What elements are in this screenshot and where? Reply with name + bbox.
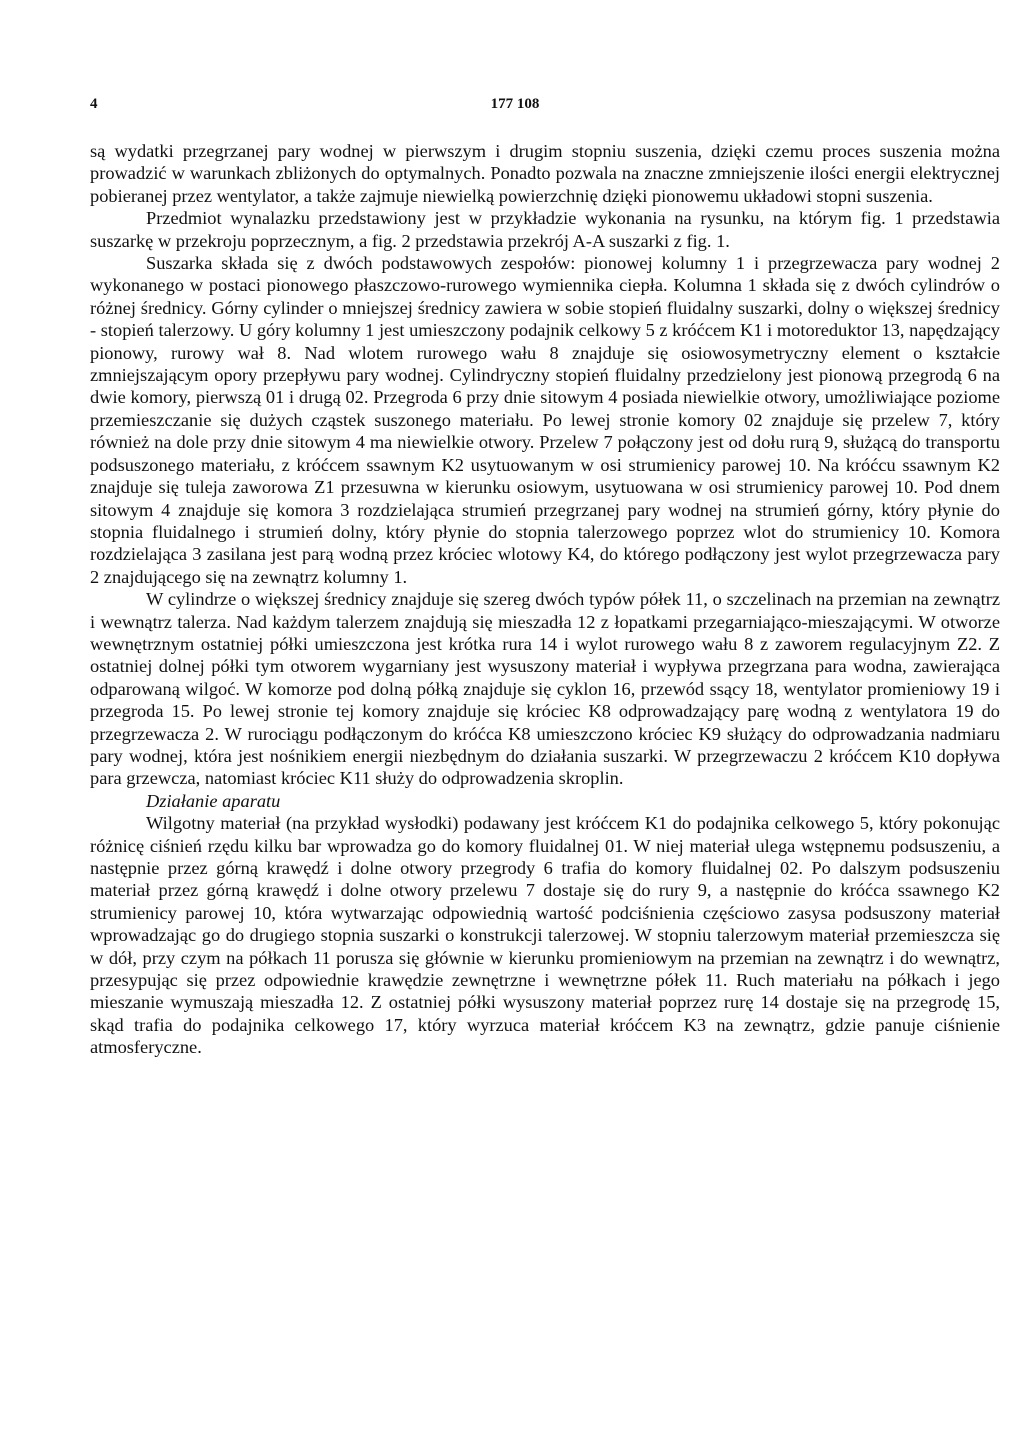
- paragraph-figures: Przedmiot wynalazku przedstawiony jest w przykładzie wykonania na rysunku, na którym fig. 1 przedstawia suszarkę w przekroju poprzecznym, a fig. 2 przedstawia przekrój A-A suszarki z fig. 1.: [90, 208, 1000, 251]
- page-number: 4: [90, 96, 98, 112]
- patent-number: 177 108: [490, 96, 540, 112]
- paragraph-lower-cylinder: W cylindrze o większej średnicy znajduje się szereg dwóch typów półek 11, o szczelinach na przemian na zewnątrz i wewnątrz talerza. Nad każdym talerzem znajdują się mieszadła 12 z łopatkami przegarniająco-mieszającymi. W otworze wewnętrznym ostatniej półki umieszczona jest krótka rura 14 i wylot rurowego wału 8 z zaworem regulacyjnym Z2. Z ostatniej dolnej półki tym otworem wygarniany jest wysuszony materiał i wypływa przegrzana para wodna, zawierająca odparowaną wilgoć. W komorze pod dolną półką znajduje się cyklon 16, przewód ssący 18, wentylator promieniowy 19 i przegroda 15. Po lewej stronie tej komory znajduje się króciec K8 odprowadzający parę wodną z wentylatora 19 do przegrzewacza 2. W rurociągu podłączonym do króćca K8 umieszczono króciec K9 służący do odprowadzania nadmiaru pary wodnej, która jest nośnikiem energii niezbędnym do działania suszarki. W przegrzewaczu 2 króćcem K10 dopływa para grzewcza, natomiast króciec K11 służy do odprowadzenia skroplin.: [90, 589, 1000, 789]
- paragraph-intro: są wydatki przegrzanej pary wodnej w pierwszym i drugim stopniu suszenia, dzięki czemu proces suszenia można prowadzić w warunkach zbliżonych do optymalnych. Ponadto pozwala na znaczne zmniejszenie ilości energii elektrycznej pobieranej przez wentylator, a także zajmuje niewielką powierzchnię dzięki pionowemu układowi stopni suszenia.: [90, 141, 1000, 206]
- document-body: [90, 140, 1000, 1059]
- paragraph-operation: Wilgotny materiał (na przykład wysłodki) podawany jest króćcem K1 do podajnika celkowego 5, który pokonując różnicę ciśnień rzędu kilku bar wprowadza go do komory fluidalnej 01. W niej materiał ulega wstępnemu podsuszeniu, a następnie przez górną krawędź i dolne otwory przegrody 6 trafia do komory fluidalnej 02. Po dalszym podsuszeniu materiał przez górną krawędź i dolne otwory przelewu 7 dostaje się do rury 9, a następnie do króćca ssawnego K2 strumienicy parowej 10, która wytwarzając odpowiednią wartość podciśnienia częściowo zasysa podsuszony materiał wprowadzając go do drugiego stopnia suszarki o konstrukcji talerzowej. W stopniu talerzowym materiał przemieszcza się w dół, przy czym na półkach 11 porusza się głównie w kierunku promieniowym na przemian na zewnątrz i do wewnątrz, przesypując się przez odpowiednie krawędzie zewnętrzne i wewnętrzne półek 11. Ruch materiału na półkach i jego mieszanie wymuszają mieszadła 12. Z ostatniej półki wysuszony materiał poprzez rurę 14 dostaje się na przegrodę 15, skąd trafia do podajnika celkowego 17, który wyrzuca materiał króćcem K3 na zewnątrz, gdzie panuje ciśnienie atmosferyczne.: [90, 813, 1000, 1058]
- paragraph-construction: Suszarka składa się z dwóch podstawowych zespołów: pionowej kolumny 1 i przegrzewacza pary wodnej 2 wykonanego w postaci pionowego płaszczowo-rurowego wymiennika ciepła. Kolumna 1 składa się z dwóch cylindrów o różnej średnicy. Górny cylinder o mniejszej średnicy zawiera w sobie stopień fluidalny suszarki, dolny o większej średnicy - stopień talerzowy. U góry kolumny 1 jest umieszczony podajnik celkowy 5 z króćcem K1 i motoreduktor 13, napędzający pionowy, rurowy wał 8. Nad wlotem rurowego wału 8 znajduje się osiowosymetryczny element o kształcie zmniejszającym opory przepływu pary wodnej. Cylindryczny stopień fluidalny przedzielony jest pionową przegrodą 6 na dwie komory, pierwszą 01 i drugą 02. Przegroda 6 przy dnie sitowym 4 posiada niewielkie otwory, umożliwiające poziome przemieszczanie się dużych cząstek suszonego materiału. Po lewej stronie komory 02 znajduje się przelew 7, który również na dole przy dnie sitowym 4 ma niewielkie otwory. Przelew 7 połączony jest od dołu rurą 9, służącą do transportu podsuszonego materiału, z króćcem ssawnym K2 usytuowanym w osi strumienicy parowej 10. Na króćcu ssawnym K2 znajduje się tuleja zaworowa Z1 przesuwna w kierunku osiowym, usytuowana w osi strumienicy parowej 10. Pod dnem sitowym 4 znajduje się komora 3 rozdzielająca strumień przegrzanej pary wodnej na strumień górny, który płynie do stopnia fluidalnego i strumień dolny, który płynie do stopnia talerzowego poprzez wlot do strumienicy 10. Komora rozdzielająca 3 zasilana jest parą wodną przez króciec wlotowy K4, do którego podłączony jest wylot przegrzewacza pary 2 znajdującego się na zewnątrz kolumny 1.: [90, 253, 1000, 587]
- page-header: [90, 96, 1000, 118]
- section-heading-operation: Działanie aparatu: [146, 790, 281, 811]
